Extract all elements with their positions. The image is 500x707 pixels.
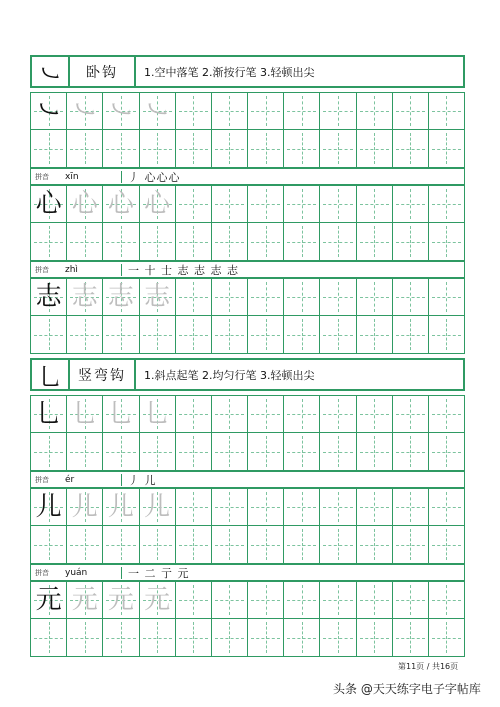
char-practice-block bbox=[30, 488, 465, 564]
pinyin-value: yuán bbox=[65, 567, 88, 578]
pinyin-row bbox=[30, 564, 465, 581]
trace-glyph: 元 bbox=[71, 585, 98, 615]
trace-glyph: 志 bbox=[107, 282, 134, 312]
trace-glyph: 元 bbox=[144, 585, 171, 615]
trace-glyph: ㇃ bbox=[71, 96, 98, 126]
trace-glyph: 儿 bbox=[107, 492, 134, 522]
trace-glyph: 儿 bbox=[71, 492, 98, 522]
char-practice-block bbox=[30, 278, 465, 354]
stroke-name: 卧钩 bbox=[70, 57, 136, 86]
stroke-glyph: 乚 bbox=[32, 360, 70, 389]
trace-glyph: 乚 bbox=[144, 399, 171, 429]
stroke-header bbox=[30, 55, 465, 88]
model-glyph: 乚 bbox=[35, 399, 62, 429]
page-number: 第11页 / 共16页 bbox=[398, 662, 459, 671]
trace-glyph: ㇃ bbox=[144, 96, 171, 126]
practice-row bbox=[30, 581, 465, 619]
stroke-order: 一 二 亍 元 bbox=[128, 566, 190, 580]
trace-glyph: 心 bbox=[144, 189, 171, 219]
pinyin-label: 拼音 bbox=[35, 568, 49, 577]
model-glyph: 志 bbox=[35, 282, 62, 312]
stroke-name: 竖弯钩 bbox=[70, 360, 136, 389]
pinyin-value: xīn bbox=[65, 171, 79, 182]
pinyin-row bbox=[30, 168, 465, 185]
trace-glyph: 元 bbox=[107, 585, 134, 615]
practice-row bbox=[30, 619, 465, 657]
pinyin-label: 拼音 bbox=[35, 265, 49, 274]
pinyin-row bbox=[30, 261, 465, 278]
char-practice-block bbox=[30, 185, 465, 261]
trace-glyph: ㇃ bbox=[107, 96, 134, 126]
worksheet bbox=[30, 55, 465, 657]
stroke-glyph: ㇃ bbox=[32, 57, 70, 86]
practice-row bbox=[30, 92, 465, 130]
practice-row bbox=[30, 185, 465, 223]
trace-glyph: 心 bbox=[71, 189, 98, 219]
practice-row bbox=[30, 316, 465, 354]
practice-row bbox=[30, 395, 465, 433]
watermark: 头条 @天天练字电子字帖库 bbox=[333, 682, 481, 696]
trace-glyph: 志 bbox=[144, 282, 171, 312]
pinyin-row bbox=[30, 471, 465, 488]
stroke-tips: 1.斜点起笔 2.均匀行笔 3.轻顿出尖 bbox=[144, 368, 315, 382]
trace-glyph: 乚 bbox=[107, 399, 134, 429]
model-glyph: ㇃ bbox=[35, 96, 62, 126]
stroke-order: 一 十 士 志 志 志 志 bbox=[128, 263, 239, 277]
model-glyph: 儿 bbox=[35, 492, 62, 522]
trace-glyph: 乚 bbox=[71, 399, 98, 429]
model-glyph: 元 bbox=[35, 585, 62, 615]
practice-row bbox=[30, 223, 465, 261]
practice-row bbox=[30, 488, 465, 526]
stroke-practice-block bbox=[30, 92, 465, 168]
stroke-order: 丿 心心心 bbox=[128, 170, 181, 184]
trace-glyph: 志 bbox=[71, 282, 98, 312]
pinyin-label: 拼音 bbox=[35, 475, 49, 484]
pinyin-value: ér bbox=[65, 474, 75, 485]
practice-row bbox=[30, 526, 465, 564]
stroke-header bbox=[30, 358, 465, 391]
pinyin-label: 拼音 bbox=[35, 172, 49, 181]
trace-glyph: 儿 bbox=[144, 492, 171, 522]
stroke-order: 丿 儿 bbox=[128, 473, 157, 487]
char-practice-block bbox=[30, 581, 465, 657]
stroke-practice-block bbox=[30, 395, 465, 471]
stroke-tips: 1.空中落笔 2.渐按行笔 3.轻顿出尖 bbox=[144, 65, 315, 79]
trace-glyph: 心 bbox=[107, 189, 134, 219]
pinyin-value: zhì bbox=[65, 264, 78, 275]
practice-row bbox=[30, 278, 465, 316]
practice-row bbox=[30, 130, 465, 168]
model-glyph: 心 bbox=[35, 189, 62, 219]
practice-row bbox=[30, 433, 465, 471]
